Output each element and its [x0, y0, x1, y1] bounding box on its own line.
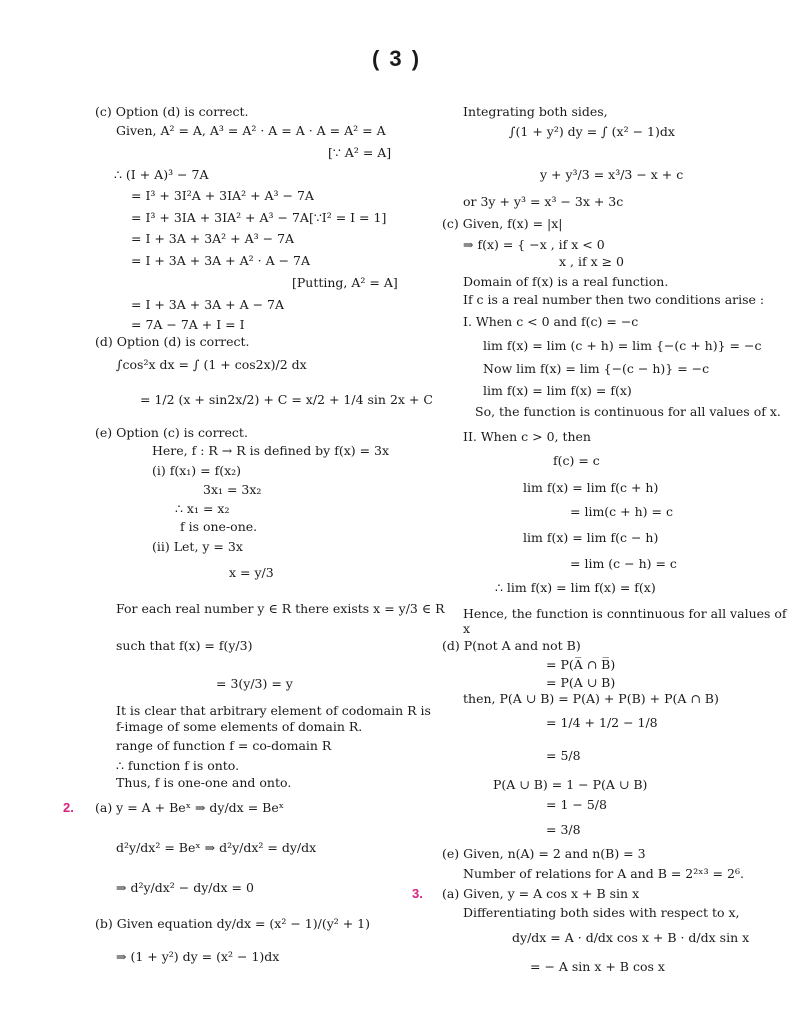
solution-line: [∵ A² = A]	[328, 145, 392, 160]
solution-line: y + y³/3 = x³/3 − x + c	[540, 167, 684, 182]
solution-line: Thus, f is one-one and onto.	[116, 775, 292, 790]
solution-line: lim f(x) = lim f(c + h)	[523, 480, 659, 495]
solution-line: ⇒ d²y/dx² − dy/dx = 0	[116, 880, 254, 895]
solution-line: [Putting, A² = A]	[292, 275, 398, 290]
question-number: 2.	[63, 800, 74, 815]
solution-line: x , if x ≥ 0	[559, 254, 624, 269]
solution-line: dy/dx = A · d/dx cos x + B · d/dx sin x	[512, 930, 750, 945]
solution-line: II. When c > 0, then	[463, 429, 591, 444]
solution-line: = P(A̅ ∩ B̅)	[546, 657, 616, 672]
solution-line: For each real number y ∈ R there exists x = y/3 ∈ R	[116, 601, 445, 616]
solution-line: Number of relations for A and B = 2²ˣ³ = 2⁶.	[463, 866, 744, 881]
solution-line: = I³ + 3I²A + 3IA² + A³ − 7A	[131, 188, 314, 203]
solution-line: = 7A − 7A + I = I	[131, 317, 245, 332]
solution-line: f-image of some elements of domain R.	[116, 719, 363, 734]
solution-line: = 5/8	[546, 748, 581, 763]
solution-line: = I³ + 3IA + 3IA² + A³ − 7A[∵I² = I = 1]	[131, 210, 387, 225]
solution-line: (i) f(x₁) = f(x₂)	[152, 463, 242, 478]
solution-line: x = y/3	[229, 565, 274, 580]
solution-line: ∴ (I + A)³ − 7A	[114, 167, 209, 182]
solution-line: or 3y + y³ = x³ − 3x + 3c	[463, 194, 624, 209]
solution-line: Domain of f(x) is a real function.	[463, 274, 669, 289]
solution-line: ∫(1 + y²) dy = ∫ (x² − 1)dx	[509, 124, 675, 139]
solution-line: Hence, the function is conntinuous for all values of	[463, 606, 787, 621]
solution-line: (a) y = A + Beˣ ⇒ dy/dx = Beˣ	[95, 800, 285, 815]
solution-line: = lim(c + h) = c	[570, 504, 673, 519]
solution-line: = I + 3A + 3A + A² · A − 7A	[131, 253, 310, 268]
question-number: 3.	[412, 886, 423, 901]
solution-line: P(A ∪ B) = 1 − P(A ∪ B)	[493, 777, 648, 792]
solution-line: Integrating both sides,	[463, 104, 608, 119]
solution-line: 3x₁ = 3x₂	[203, 482, 262, 497]
solution-line: ∴ lim f(x) = lim f(x) = f(x)	[495, 580, 656, 595]
solution-line: such that f(x) = f(y/3)	[116, 638, 253, 653]
solution-line: = I + 3A + 3A + A − 7A	[131, 297, 285, 312]
solution-line: (e) Option (c) is correct.	[95, 425, 248, 440]
solution-line: Given, A² = A, A³ = A² · A = A · A = A² = A	[116, 123, 386, 138]
solution-line: (c) Option (d) is correct.	[95, 104, 249, 119]
solution-line: d²y/dx² = Beˣ ⇒ d²y/dx² = dy/dx	[116, 840, 317, 855]
solution-line: So, the function is continuous for all values of x.	[475, 404, 781, 419]
solution-line: (d) Option (d) is correct.	[95, 334, 250, 349]
solution-line: lim f(x) = lim (c + h) = lim {−(c + h)} = −c	[483, 338, 762, 353]
solution-line: (b) Given equation dy/dx = (x² − 1)/(y² + 1)	[95, 916, 371, 931]
solution-line: Here, f : R → R is defined by f(x) = 3x	[152, 443, 390, 458]
solution-line: then, P(A ∪ B) = P(A) + P(B) + P(A ∩ B)	[463, 691, 719, 706]
solution-line: = 3(y/3) = y	[216, 676, 293, 691]
solution-line: It is clear that arbitrary element of codomain R is	[116, 703, 431, 718]
solution-line: ∴ x₁ = x₂	[175, 501, 230, 516]
solution-line: Now lim f(x) = lim {−(c − h)} = −c	[483, 361, 710, 376]
solution-line: (d) P(not A and not B)	[442, 638, 581, 653]
solution-line: ∴ function f is onto.	[116, 758, 240, 773]
solution-line: ⇒ (1 + y²) dy = (x² − 1)dx	[116, 949, 280, 964]
solution-line: = 1/2 (x + sin2x/2) + C = x/2 + 1/4 sin 2x + C	[140, 392, 433, 407]
solution-line: If c is a real number then two conditions arise :	[463, 292, 765, 307]
solution-line: x	[463, 621, 471, 636]
solution-line: I. When c < 0 and f(c) = −c	[463, 314, 639, 329]
solution-line: lim f(x) = lim f(x) = f(x)	[483, 383, 632, 398]
solution-line: = 3/8	[546, 822, 581, 837]
solution-line: = − A sin x + B cos x	[530, 959, 665, 974]
solution-line: f(c) = c	[553, 453, 600, 468]
page-number: ( 3 )	[371, 46, 422, 71]
solution-line: = I + 3A + 3A² + A³ − 7A	[131, 231, 295, 246]
solution-line: ⇒ f(x) = { −x , if x < 0	[463, 237, 605, 252]
solution-line: = 1/4 + 1/2 − 1/8	[546, 715, 658, 730]
solution-line: f is one-one.	[180, 519, 258, 534]
solution-line: (ii) Let, y = 3x	[152, 539, 243, 554]
solution-line: (e) Given, n(A) = 2 and n(B) = 3	[442, 846, 646, 861]
solution-line: lim f(x) = lim f(c − h)	[523, 530, 659, 545]
solution-line: range of function f = co-domain R	[116, 738, 332, 753]
solution-line: = P(A ∪ B)	[546, 675, 616, 690]
solution-line: = 1 − 5/8	[546, 797, 607, 812]
solution-line: Differentiating both sides with respect to x,	[463, 905, 740, 920]
solution-line: = lim (c − h) = c	[570, 556, 677, 571]
solution-line: ∫cos²x dx = ∫ (1 + cos2x)/2 dx	[116, 357, 307, 372]
solution-line: (a) Given, y = A cos x + B sin x	[442, 886, 640, 901]
solution-line: (c) Given, f(x) = |x|	[442, 216, 563, 231]
